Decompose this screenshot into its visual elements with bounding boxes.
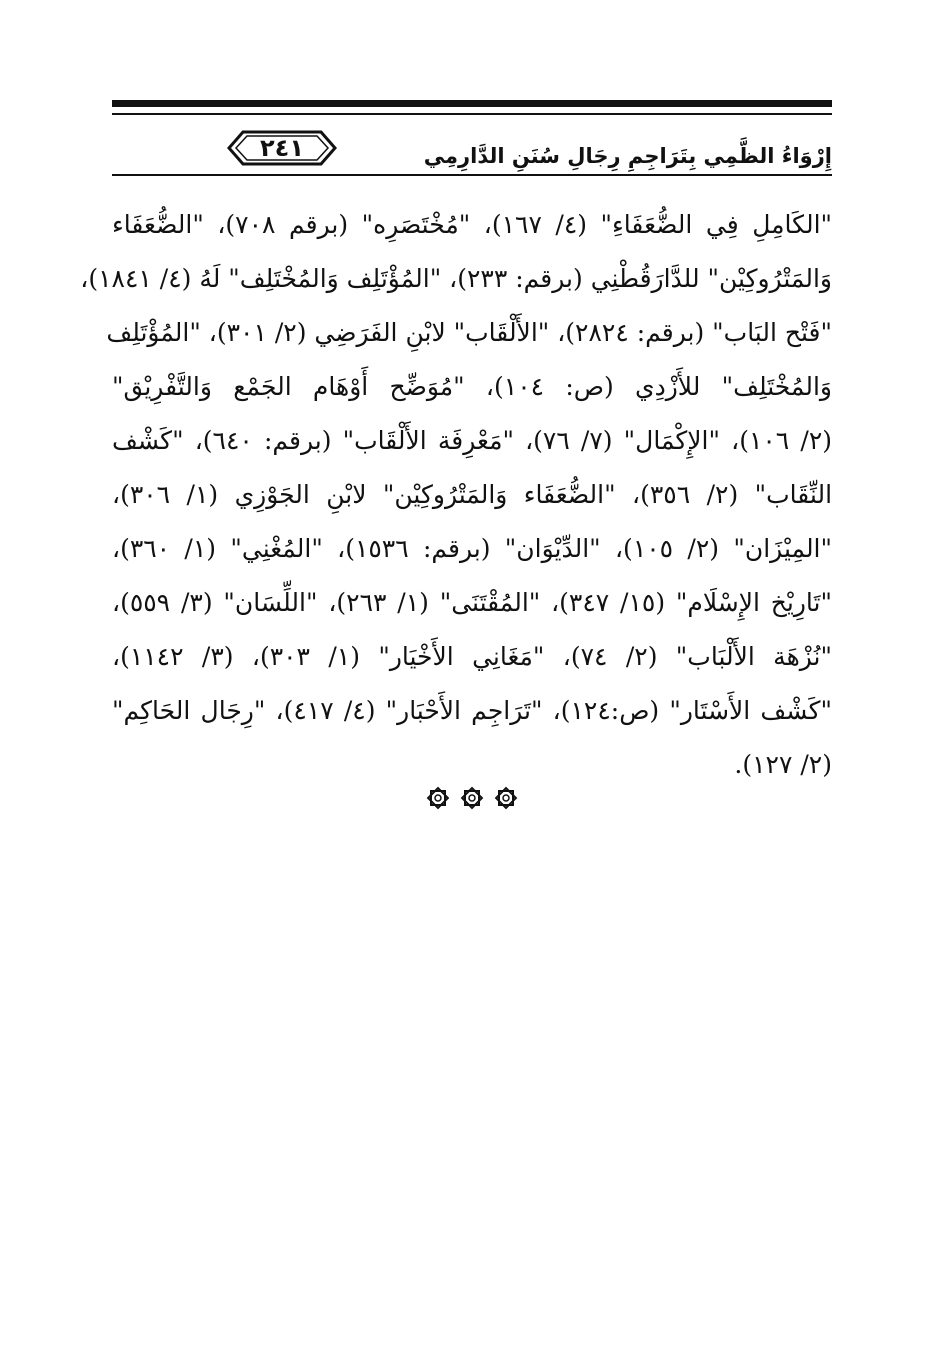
page-header bbox=[112, 100, 832, 180]
star-ornament-icon bbox=[493, 785, 519, 811]
text-line: النِّقَاب" (٢/ ٣٥٦)، "الضُّعَفَاء وَالمَتْرُوكِيْن" لابْنِ الجَوْزِي (١/ ٣٠٦)، bbox=[112, 480, 833, 509]
page-number: ٢٤١ bbox=[260, 134, 304, 162]
running-title: إِرْوَاءُ الظَّمِي بِتَرَاجِمِ رِجَالِ سُنَنِ الدَّارِمِي bbox=[423, 144, 832, 168]
page-number-badge bbox=[227, 128, 337, 168]
text-line: "كَشْف الأَسْتَار" (ص:١٢٤)، "تَرَاجِم الأَحْبَار" (٤/ ٤١٧)، "رِجَال الحَاكِم" bbox=[112, 696, 832, 725]
text-line: "نُزْهَة الأَلْبَاب" (٢/ ٧٤)، "مَغَانِي الأَخْيَار" (١/ ٣٠٣)، (٣/ ١١٤٢)، bbox=[112, 642, 832, 671]
header-thick-rule bbox=[112, 100, 832, 107]
text-line: وَالمَتْرُوكِيْن" للدَّارَقُطْنِي (برقم: ٢٣٣)، "المُؤْتَلِف وَالمُخْتَلِف" لَهُ (٤/ ١٨٤١)، bbox=[80, 264, 832, 293]
text-line: (٢/ ١٠٦)، "الإِكْمَال" (٧/ ٧٦)، "مَعْرِفَة الأَلْقَاب" (برقم: ٦٤٠)، "كَشْف bbox=[112, 426, 833, 455]
text-line: (٢/ ١٢٧). bbox=[734, 750, 832, 779]
header-thin-rule bbox=[112, 113, 832, 115]
body-text bbox=[80, 198, 833, 792]
star-ornament-icon bbox=[459, 785, 485, 811]
text-line: "المِيْزَان" (٢/ ١٠٥)، "الدِّيْوَان" (برقم: ١٥٣٦)، "المُغْنِي" (١/ ٣٦٠)، bbox=[112, 534, 832, 563]
section-ornament bbox=[0, 785, 944, 811]
text-line: "الكَامِلِ فِي الضُّعَفَاءِ" (٤/ ١٦٧)، "مُخْتَصَرِه" (برقم ٧٠٨)، "الضُّعَفَاء bbox=[112, 210, 833, 239]
text-line: "تَارِيْخ الإِسْلَام" (١٥/ ٣٤٧)، "المُقْتَنَى" (١/ ٢٦٣)، "اللِّسَان" (٣/ ٥٥٩)، bbox=[112, 588, 833, 617]
star-ornament-icon bbox=[425, 785, 451, 811]
text-line: "فَتْح البَاب" (برقم: ٢٨٢٤)، "الأَلْقَاب" لابْنِ الفَرَضِي (٢/ ٣٠١)، "المُؤْتَلِف bbox=[106, 318, 832, 347]
text-line: وَالمُخْتَلِف" للأَزْدِي (ص: ١٠٤)، "مُوَضِّح أَوْهَام الجَمْع وَالتَّفْرِيْق" bbox=[112, 372, 833, 401]
header-bottom-rule bbox=[112, 174, 832, 176]
